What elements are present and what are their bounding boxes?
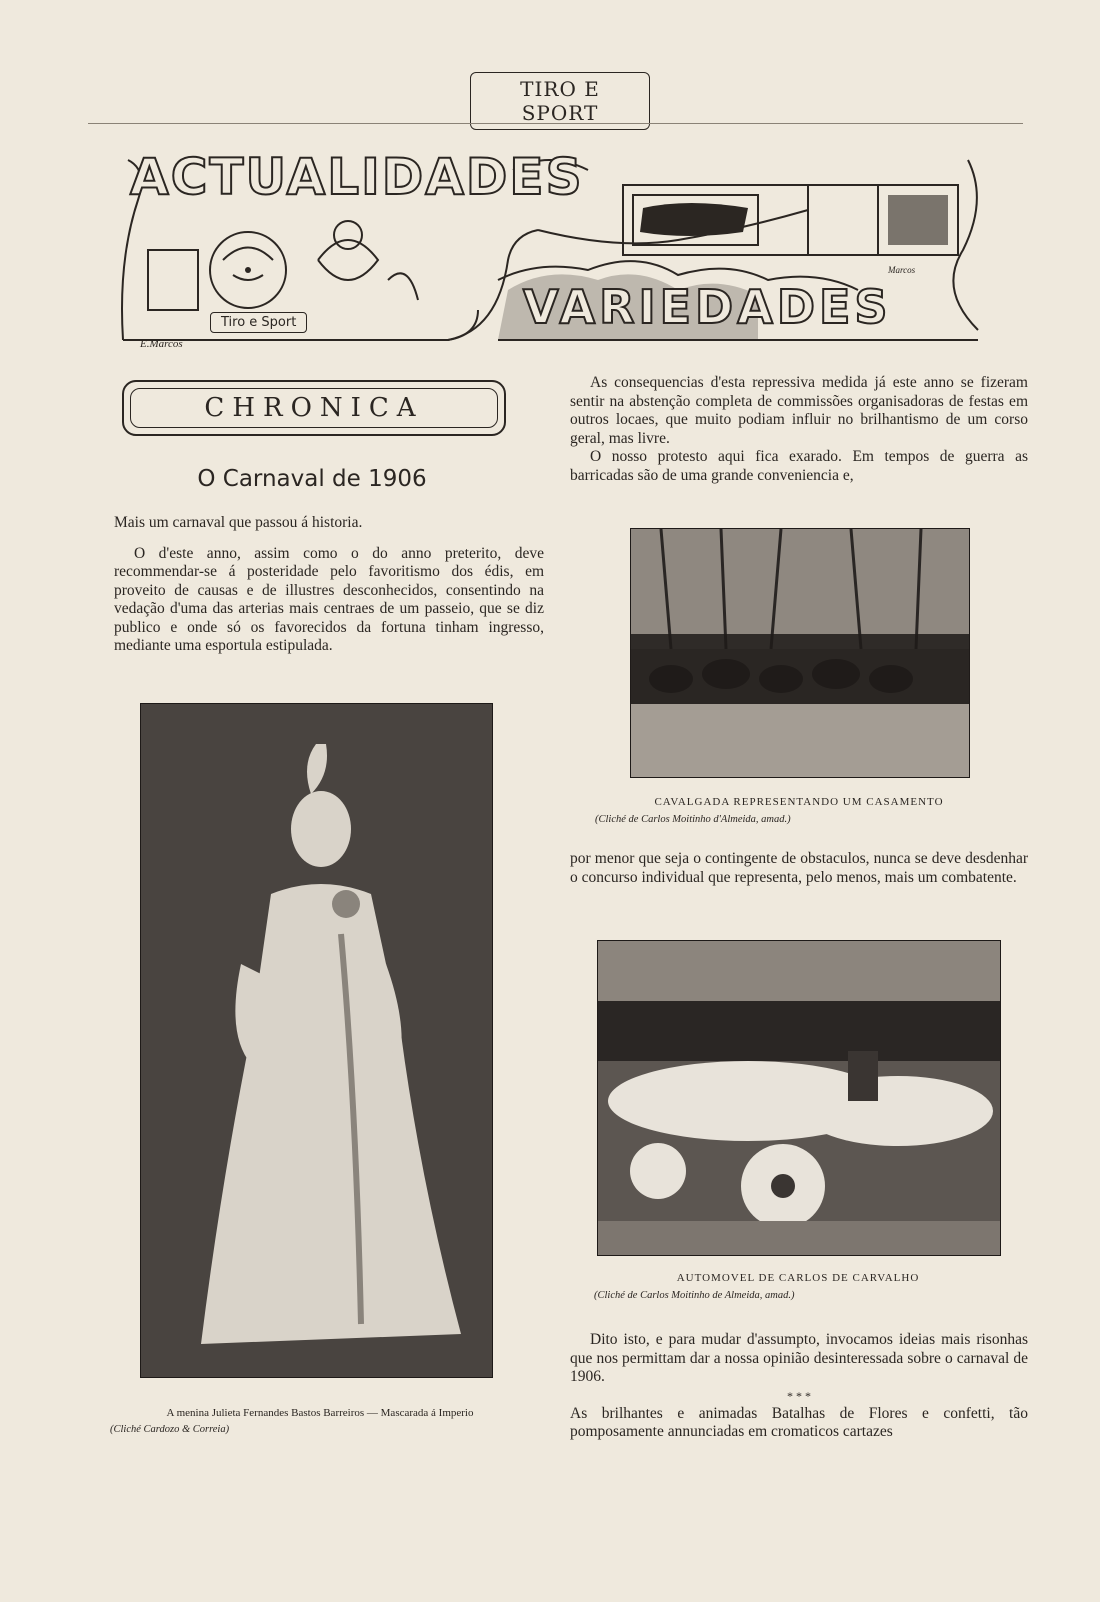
right-column-top-text [570, 374, 1028, 485]
paragraph: As brilhantes e animadas Batalhas de Flores e confetti, tão pomposamente annunciadas em cromaticos cartazes [570, 1404, 1028, 1440]
paragraph: As consequencias d'esta repressiva medida já este anno se fizeram sentir na abstenção completa de commissões organisadoras de festas em outros locaes, que muito podiam influir no brilhantismo de um corso geral, mas livre. [570, 374, 1028, 447]
figure-caption: AUTOMOVEL DE CARLOS DE CARVALHO [676, 1272, 920, 1284]
paragraph: por menor que seja o contingente de obstaculos, nunca se deve desdenhar o concurso individual que representa, pelo menos, mais um combatente. [570, 850, 1028, 886]
figure-caption: A menina Julieta Fernandes Bastos Barreiros — Mascarada á Imperio [166, 1407, 474, 1419]
figure-credit: (Cliché de Carlos Moitinho d'Almeida, amad.) [595, 814, 791, 825]
right-column-bottom-text [570, 1331, 1028, 1442]
section-divider-stars: * * * [787, 1388, 811, 1403]
banner-signature-left: E.Marcos [140, 338, 183, 350]
photo-cavalcade [630, 528, 970, 778]
figure-caption: CAVALGADA REPRESENTANDO UM CASAMENTO [654, 796, 944, 808]
banner-book-label: Tiro e Sport [210, 312, 307, 333]
article-title: O Carnaval de 1906 [197, 466, 427, 492]
photo-automobile [597, 940, 1001, 1256]
right-column-mid-text [570, 850, 1028, 887]
banner-signature-right: Marcos [888, 265, 916, 275]
header-rule [88, 123, 1023, 124]
masthead-title: TIRO E SPORT [470, 72, 650, 130]
masthead [470, 66, 650, 125]
paragraph: O d'este anno, assim como o do anno preterito, deve recommendar-se á posteridade pelo favoritismo dos édis, em proveito de causas e de illustres desconhecidos, consentindo na vedação d'uma das arterias mais centraes de um passeio, que se diz publico e onde só os favorecidos da fortuna tinham ingresso, mediante uma esportula estipulada. [114, 544, 544, 654]
photo-portrait [140, 703, 493, 1378]
section-label: CHRONICA [204, 393, 424, 423]
decorative-banner [118, 140, 998, 365]
left-column-text [114, 514, 544, 662]
banner-title-variedades: VARIEDADES [523, 280, 892, 334]
figure-credit: (Cliché de Carlos Moitinho de Almeida, amad.) [594, 1290, 795, 1301]
paragraph: Mais um carnaval que passou á historia. [114, 514, 363, 531]
section-header-box [122, 380, 506, 436]
banner-title-actualidades: ACTUALIDADES [130, 148, 584, 206]
figure-credit: (Cliché Cardozo & Correia) [110, 1424, 230, 1435]
paragraph: Dito isto, e para mudar d'assumpto, invocamos ideias mais risonhas que nos permittam dar a nossa opinião desinteressada sobre o carnaval de 1906. [570, 1331, 1028, 1385]
paragraph: O nosso protesto aqui fica exarado. Em tempos de guerra as barricadas são de uma grande conveniencia e, [570, 448, 1028, 484]
